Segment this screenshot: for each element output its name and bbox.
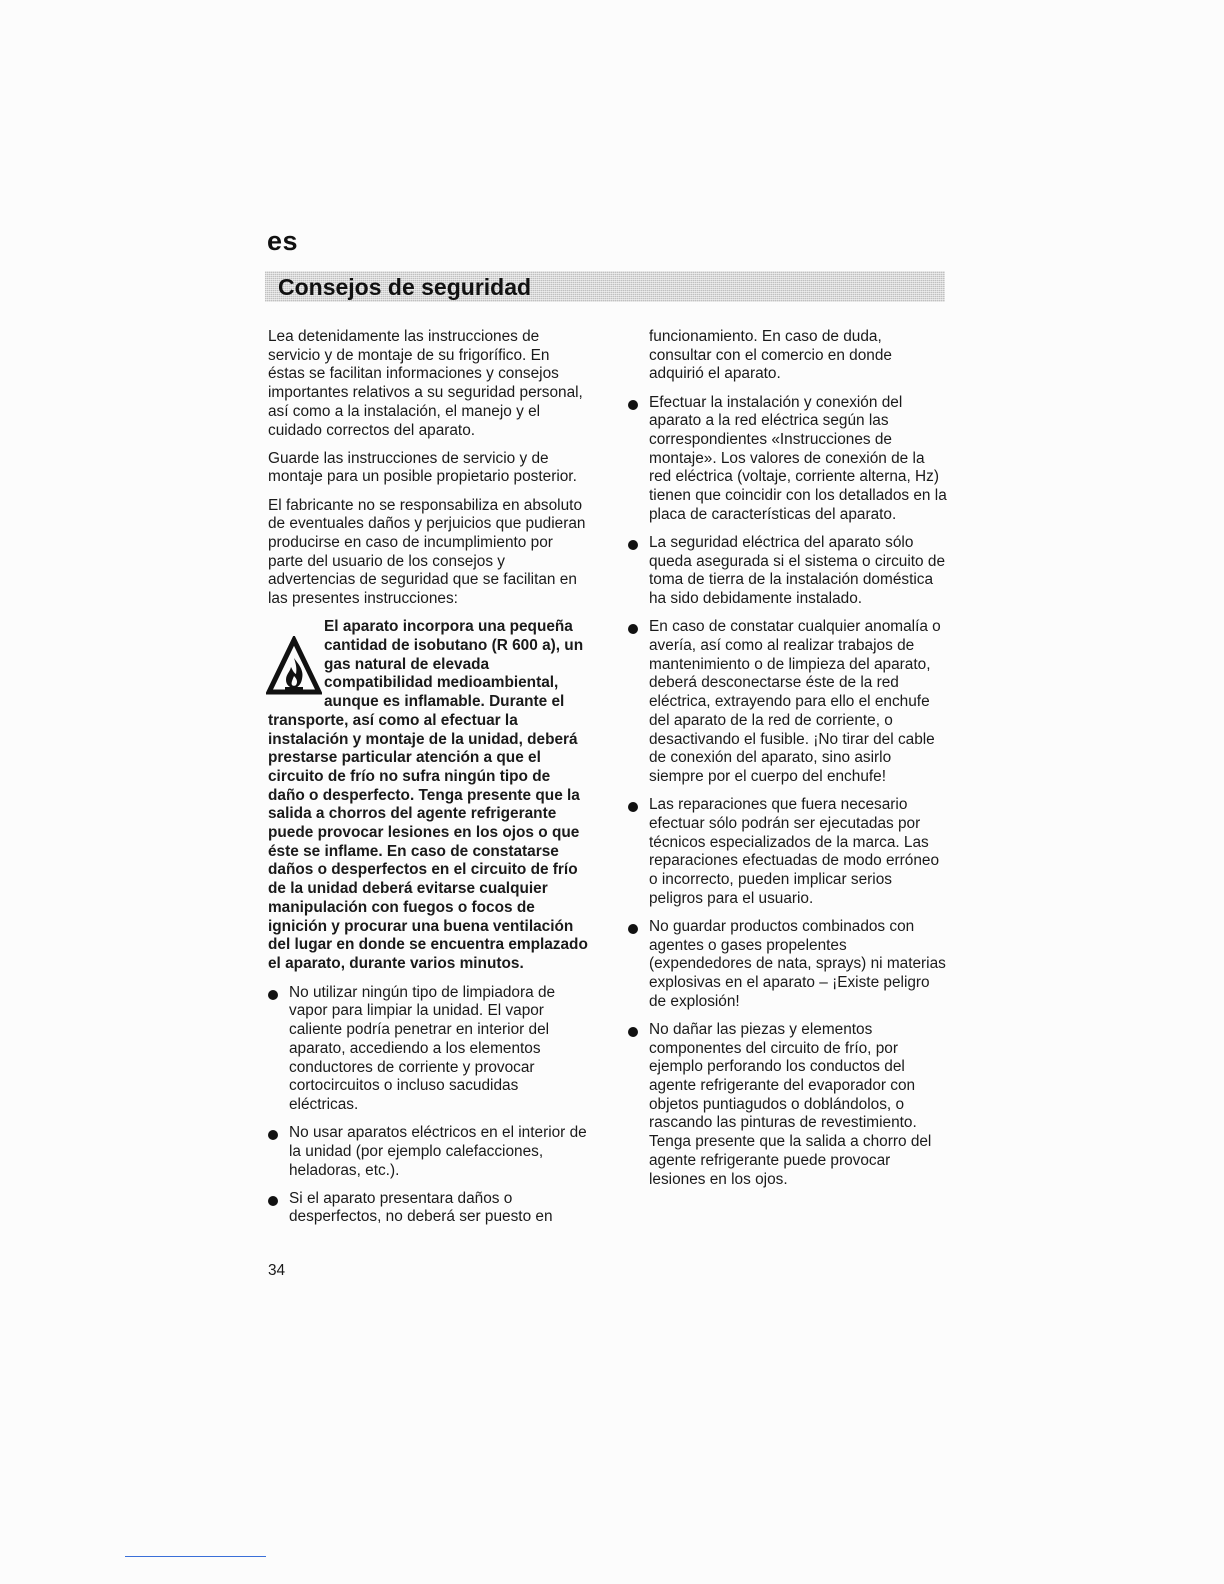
bullet-icon xyxy=(628,400,638,410)
language-code: es xyxy=(267,226,299,256)
list-item-text: No dañar las piezas y elementos componentes del circuito de frío, por ejemplo perforando los conductos del agente refrigerante del evaporador con objetos puntiagudos o doblándolos, o rascando las pinturas de revestimiento. Tenga presente que la salida a chorro del agente refrigerante puede provocar lesiones en los ojos. xyxy=(649,1020,932,1188)
bullet-icon xyxy=(628,1027,638,1037)
flammable-warning xyxy=(268,618,590,973)
bullet-icon xyxy=(628,540,638,550)
right-bullet-list xyxy=(628,394,948,1190)
section-title-band xyxy=(265,271,945,302)
list-item-text: La seguridad eléctrica del aparato sólo queda asegurada si el sistema o circuito de toma de tierra de la instalación doméstica ha sido debidamente instalado. xyxy=(649,534,946,608)
list-item xyxy=(628,796,948,908)
list-item xyxy=(268,1190,590,1227)
intro-paragraph: Lea detenidamente las instrucciones de servicio y de montaje de su frigorífico. En éstas se facilitan informaciones y consejos importantes relativos a su seguridad personal, así como a la instalación, el manejo y el cuidado correctos del aparato. xyxy=(268,328,583,439)
list-item xyxy=(628,394,948,525)
list-item-text: Si el aparato presentara daños o desperfectos, no deberá ser puesto en xyxy=(289,1189,553,1226)
list-item-text: En caso de constatar cualquier anomalía o avería, así como al realizar trabajos de mantenimiento o de limpieza del aparato, deberá desconectarse éste de la red eléctrica, extrayendo para ello el enchufe del aparato de la red de corriente, o desactivando el fusible. ¡No tirar del cable de conexión del aparato, sino asirlo siempre por el cuerpo del enchufe! xyxy=(649,618,941,785)
intro-paragraph: El fabricante no se responsabiliza en absoluto de eventuales daños y perjuicios que pudieran producirse en caso de incumplimiento por parte del usuario de los consejos y advertencias de seguridad que se facilitan en las presentes instrucciones: xyxy=(268,496,586,608)
list-item-text: No guardar productos combinados con agentes o gases propelentes (expendedores de nata, sprays) ni materias explosivas en el aparato – ¡Existe peligro de explosión! xyxy=(649,917,946,1010)
bullet-icon xyxy=(628,802,638,812)
left-bullet-list xyxy=(268,984,590,1227)
flammable-warning-icon xyxy=(266,636,322,696)
list-item-text: Efectuar la instalación y conexión del aparato a la red eléctrica según las correspondientes «Instrucciones de montaje». Los valores de conexión de la red eléctrica (voltaje, corriente alterna, Hz) tienen que coincidir con los detallados en la placa de características del aparato. xyxy=(649,393,947,523)
footer-rule xyxy=(125,1556,266,1557)
list-item xyxy=(268,1124,590,1180)
right-column xyxy=(628,328,948,1199)
list-item-text: No utilizar ningún tipo de limpiadora de vapor para limpiar la unidad. El vapor caliente podría penetrar en interior del aparato, accediendo a los elementos conductores de corriente y provocar cortocircuitos o incluso sacudidas eléctricas. xyxy=(289,983,556,1113)
list-item xyxy=(628,918,948,1012)
list-item xyxy=(628,534,948,609)
bullet-icon xyxy=(268,1130,278,1140)
list-item xyxy=(268,984,590,1115)
bullet-icon xyxy=(268,990,278,1000)
bullet-icon xyxy=(628,924,638,934)
list-item-text: Las reparaciones que fuera necesario efectuar sólo podrán ser ejecutadas por técnicos especializados de la marca. Las reparaciones efectuadas de modo erróneo o incorrecto, pueden implicar serios peligros para el usuario. xyxy=(649,796,940,907)
list-item-text: No usar aparatos eléctricos en el interior de la unidad (por ejemplo calefacciones, heladoras, etc.). xyxy=(289,1124,587,1179)
list-item xyxy=(628,1021,948,1189)
continued-paragraph: funcionamiento. En caso de duda, consultar con el comercio en donde adquirió el aparato. xyxy=(649,328,892,383)
bullet-icon xyxy=(628,624,638,634)
page-number: 34 xyxy=(268,1262,286,1279)
left-column xyxy=(268,328,590,1237)
warning-text: El aparato incorpora una pequeña cantidad de isobutano (R 600 a), un gas natural de elevada compatibilidad medioambiental, aunque es inflamable. Durante el transporte, así como al efectuar la instalación y montaje de la unidad, deberá prestarse particular atención a que el circuito de frío no sufra ningún tipo de daño o desperfecto. Tenga presente que la salida a chorros del agente refrigerante puede provocar lesiones en los ojos o que éste se inflame. En caso de constatarse daños o desperfectos en el circuito de frío de la unidad deberá evitarse cualquier manipulación con fuegos o focos de ignición y procurar una buena ventilación del lugar en donde se encuentra emplazado el aparato, durante varios minutos. xyxy=(268,618,588,972)
bullet-icon xyxy=(268,1196,278,1206)
intro-paragraph: Guarde las instrucciones de servicio y de montaje para un posible propietario posterior. xyxy=(268,449,577,486)
list-item xyxy=(628,618,948,786)
section-title: Consejos de seguridad xyxy=(278,274,532,300)
